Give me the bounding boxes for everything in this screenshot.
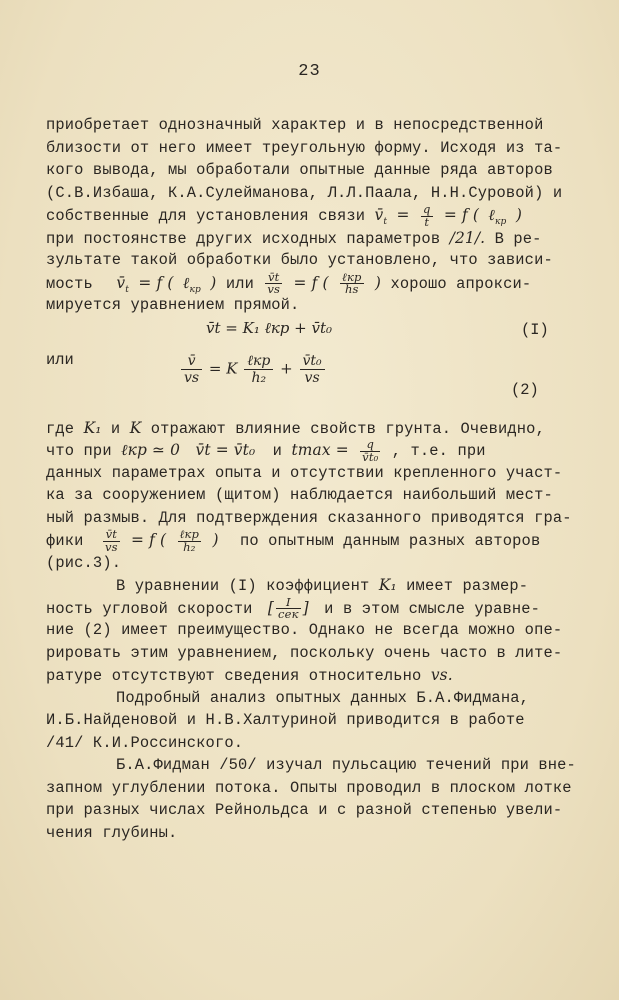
text-line: (рис.3). [46, 553, 122, 572]
text-line: где K₁ и K отражают влияние свойств грунта. Очевидно, [46, 418, 545, 438]
text-line: мируется уравнением прямой. [46, 296, 300, 314]
text-line: данных параметрах опыта и отсутствии крепленного участ- [46, 463, 563, 482]
fraction-vt-over-vs: $\frac{v̄t}{vs}$ [267, 269, 281, 296]
text-line: ный размыв. Для подтверждения сказанного приводятся гра- [46, 508, 572, 527]
text-line: /41/ К.И.Россинского. [46, 733, 244, 752]
text-line: кого вывода, мы обработали опытные данные ряда авторов [46, 161, 553, 179]
text-line: Б.А.Фидман /50/ изучал пульсацию течений при вне- [116, 756, 576, 774]
text-line: ние (2) имеет преимущество. Однако не всегда можно опе- [46, 621, 563, 639]
text-line-with-formula: собственные для установления связи $v̄_t$ = $\frac{q}{t}$ = f ( ℓ$_{кр}$ ) [46, 202, 522, 229]
equation-formula: $\frac{v̄}{vs}$ = K $\frac{\text{ℓкр}}{\text{h₂}}$ + $\frac{\text{v̄t₀}}{vs}$ [179, 353, 327, 386]
text-line: приобретает однозначный характер и в непосредственной [46, 116, 544, 134]
reference: /21/. [449, 228, 486, 247]
text-line-with-formula: ность угловой скорости [ $\frac{I}{\text{сек}}$ ] и в этом смысле уравне- [46, 594, 541, 621]
fraction-q-over-t: $\frac{q}{t}$ [422, 202, 431, 229]
text-line: В уравнении (I) коэффициент K₁ имеет размер- [116, 576, 529, 595]
text-line: И.Б.Найденовой и Н.В.Халтуриной приводится в работе [46, 711, 525, 729]
fraction-lkr-over-hs: $\frac{\text{ℓкр}}{hs}$ [342, 269, 362, 296]
text-line: Подробный анализ опытных данных Б.А.Фидмана, [116, 688, 529, 707]
text-line: ратуре отсутствуют сведения относительно vs. [46, 666, 453, 685]
text-line: при разных числах Рейнольдса и с разной степенью увели- [46, 801, 563, 819]
text-line: при постоянстве других исходных параметров /21/. В ре- [46, 228, 542, 248]
velocity-symbol: $v̄_t$ [374, 206, 388, 228]
text-line-with-formula: что при ℓкр ≃ 0 v̄t = v̄t₀ и tmax = $\frac{q}{\text{v̄t₀}}$ , т.е. при [46, 437, 486, 464]
text-line-with-formula: фики $\frac{v̄t}{vs}$ = f ( $\frac{\text{ℓкр}}{\text{h₂}}$ ) по опытным данным разных авторов [46, 527, 541, 554]
text-line: близости от него имеет треугольную форму. Исходя из та- [46, 138, 563, 157]
text-line: зультате такой обработки было установлено, что зависи- [46, 251, 553, 269]
equation-2: или $\frac{v̄}{vs}$ = K $\frac{\text{ℓкр}}{\text{h₂}}$ + $\frac{\text{v̄t₀}}{vs}$ (2) [46, 350, 539, 399]
fraction-q-over-vt0: $\frac{q}{\text{v̄t₀}}$ [362, 437, 379, 464]
text-line: рировать этим уравнением, поскольку очень часто в лите- [46, 643, 563, 662]
equation-1 [46, 317, 591, 351]
text-line: (С.В.Избаша, К.А.Сулейманова, Л.Л.Паала, Н.Н.Суровой) и [46, 183, 563, 202]
text-fragment: собственные для установления связи [46, 207, 366, 226]
length-symbol: ℓ$_{кр}$ [488, 206, 507, 228]
text-line: ка за сооружением (щитом) наблюдается наибольший мест- [46, 486, 553, 504]
equation-number: (2) [511, 380, 539, 399]
text-line: запном углублении потока. Опыты проводил в плоском лотке [46, 778, 572, 797]
text-line-with-formula: мость $v̄_t = f$ ( ℓ$_{кр}$ ) или $\frac{v̄t}{vs}$ = f ( $\frac{\text{ℓкр}}{hs}$ ) хорошо апрокси- [46, 269, 532, 296]
equation-number: (I) [521, 320, 549, 339]
text-line: чения глубины. [46, 823, 178, 842]
page-number: 23 [298, 62, 321, 81]
body-text [46, 114, 591, 844]
equation-formula: v̄t = K₁ ℓкр + v̄t₀ [206, 318, 333, 337]
